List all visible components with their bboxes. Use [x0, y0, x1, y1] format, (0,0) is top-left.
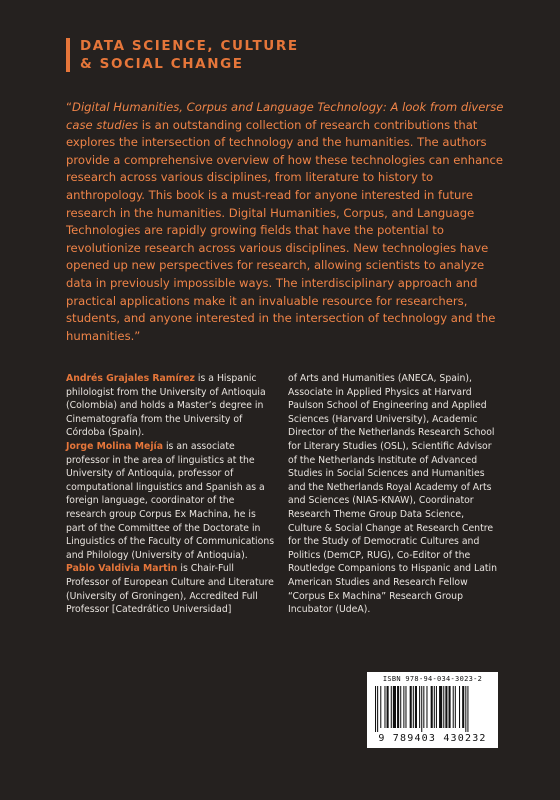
author-name: Andrés Grajales Ramírez — [66, 373, 195, 384]
barcode-graphic — [375, 686, 490, 732]
barcode-bar — [377, 686, 378, 732]
barcode-bar — [413, 686, 414, 728]
author-bio-continued: of Arts and Humanities (ANECA, Spain), Associate in Applied Physics at Harvard Paulson School of Engineering and Applied Sciences (Harvard University), Academic Director of the Netherlands Research School for Literary Studies (OSL), Scientific Advisor of the Netherlands Institute of Advanced Studies in Social Sciences and Humanities and the Netherlands Royal Academy of Arts and Sciences (NIAS-KNAW), Coordinator Research Theme Group Data Science, Culture & Social Change at Research Centre for the Study of Democratic Cultures and Politics (DemCP, RUG), Co-Editor of the Routledge Companions to Hispanic and Latin American Studies and Research Fellow “Corpus Ex Machina” Research Group Incubator (UdeA). — [288, 373, 498, 616]
author-name: Jorge Molina Mejía — [66, 440, 163, 452]
barcode-bar — [400, 686, 401, 728]
bios-column-left — [66, 372, 276, 617]
author-bio — [66, 440, 276, 562]
barcode-bar — [423, 686, 424, 728]
author-bio-text: is an associate professor in the area of linguistics at the University of Antioquia, professor of computational linguistics and Spanish as a foreign language, coordinator of the research group Corpus Ex Machina, he is part of the Committee of the Doctorate in Linguistics of the Faculty of Communications and Philology (University of Antioquia). — [66, 440, 275, 561]
author-bio-text: is a Hispanic philologist from the University of Antioquia (Colombia) and holds a Master’s degree in Cinematografía from the University of Córdoba (Spain). — [66, 373, 266, 439]
bios-column-right — [288, 372, 498, 617]
barcode-bar — [465, 686, 466, 732]
endorsement-quote — [66, 99, 506, 345]
author-bios — [66, 372, 498, 617]
barcode-bar — [384, 686, 385, 728]
author-bio — [66, 562, 276, 616]
isbn-label: ISBN 978-94-034-3023-2 — [382, 675, 483, 683]
barcode-bar — [403, 686, 404, 728]
barcode-bar — [436, 686, 437, 728]
barcode-bar — [410, 686, 412, 728]
barcode-bar — [387, 686, 389, 728]
series-accent-bar — [66, 38, 70, 72]
barcode-digits: 9 789403 430232 — [378, 733, 487, 744]
barcode-bar — [415, 686, 417, 728]
barcode-bar — [449, 686, 451, 728]
barcode-box — [367, 672, 498, 748]
barcode-bar — [391, 686, 392, 728]
author-bio-text: is Chair-Full Professor of European Culture and Literature (University of Groningen), Accredited Full Professor [Catedrático Universidad] — [66, 563, 274, 616]
quote-open-mark: “ — [66, 100, 73, 114]
barcode-bar — [434, 686, 435, 728]
barcode-bar — [439, 686, 442, 728]
barcode-bar — [405, 686, 406, 728]
series-title-line1: DATA SCIENCE, CULTURE — [80, 38, 299, 54]
barcode-bar — [380, 686, 381, 728]
barcode-bar — [467, 686, 468, 732]
barcode-bar — [421, 686, 422, 732]
barcode-bar — [462, 686, 464, 728]
barcode-bar — [453, 686, 454, 728]
barcode-bar — [445, 686, 447, 728]
barcode-bar — [431, 686, 433, 728]
quote-book-title: Digital Humanities, Corpus and Language Technology: A look from diverse case studies — [66, 100, 504, 132]
author-bio — [66, 372, 276, 440]
author-name: Pablo Valdivia Martin — [66, 563, 178, 575]
barcode-bar — [455, 686, 456, 728]
series-title-line2: & SOCIAL CHANGE — [80, 56, 244, 72]
barcode-bar — [443, 686, 444, 728]
barcode-bar — [397, 686, 399, 728]
series-title — [80, 37, 299, 73]
barcode-bar — [426, 686, 427, 728]
quote-body: is an outstanding collection of research contributions that explores the intersection of technology and the humanities. The authors provide a comprehensive overview of how these technologies can enhance research across various disciplines, from literature to history to anthropology. This book is a must-read for anyone interested in future research in the humanities. Digital Humanities, Corpus, and Language Technologies are rapidly growing fields that have the potential to revolutionize research across various disciplines. New technologies have opened up new perspectives for research, allowing scientists to analyze data in previously impossible ways. The interdisciplinary approach and practical applications make it an invaluable resource for researchers, students, and anyone interested in the intersection of technology and the humanities.” — [66, 117, 504, 343]
barcode-bar — [393, 686, 396, 728]
barcode-bar — [419, 686, 420, 728]
barcode-bar — [375, 686, 376, 732]
barcode-bar — [459, 686, 460, 728]
